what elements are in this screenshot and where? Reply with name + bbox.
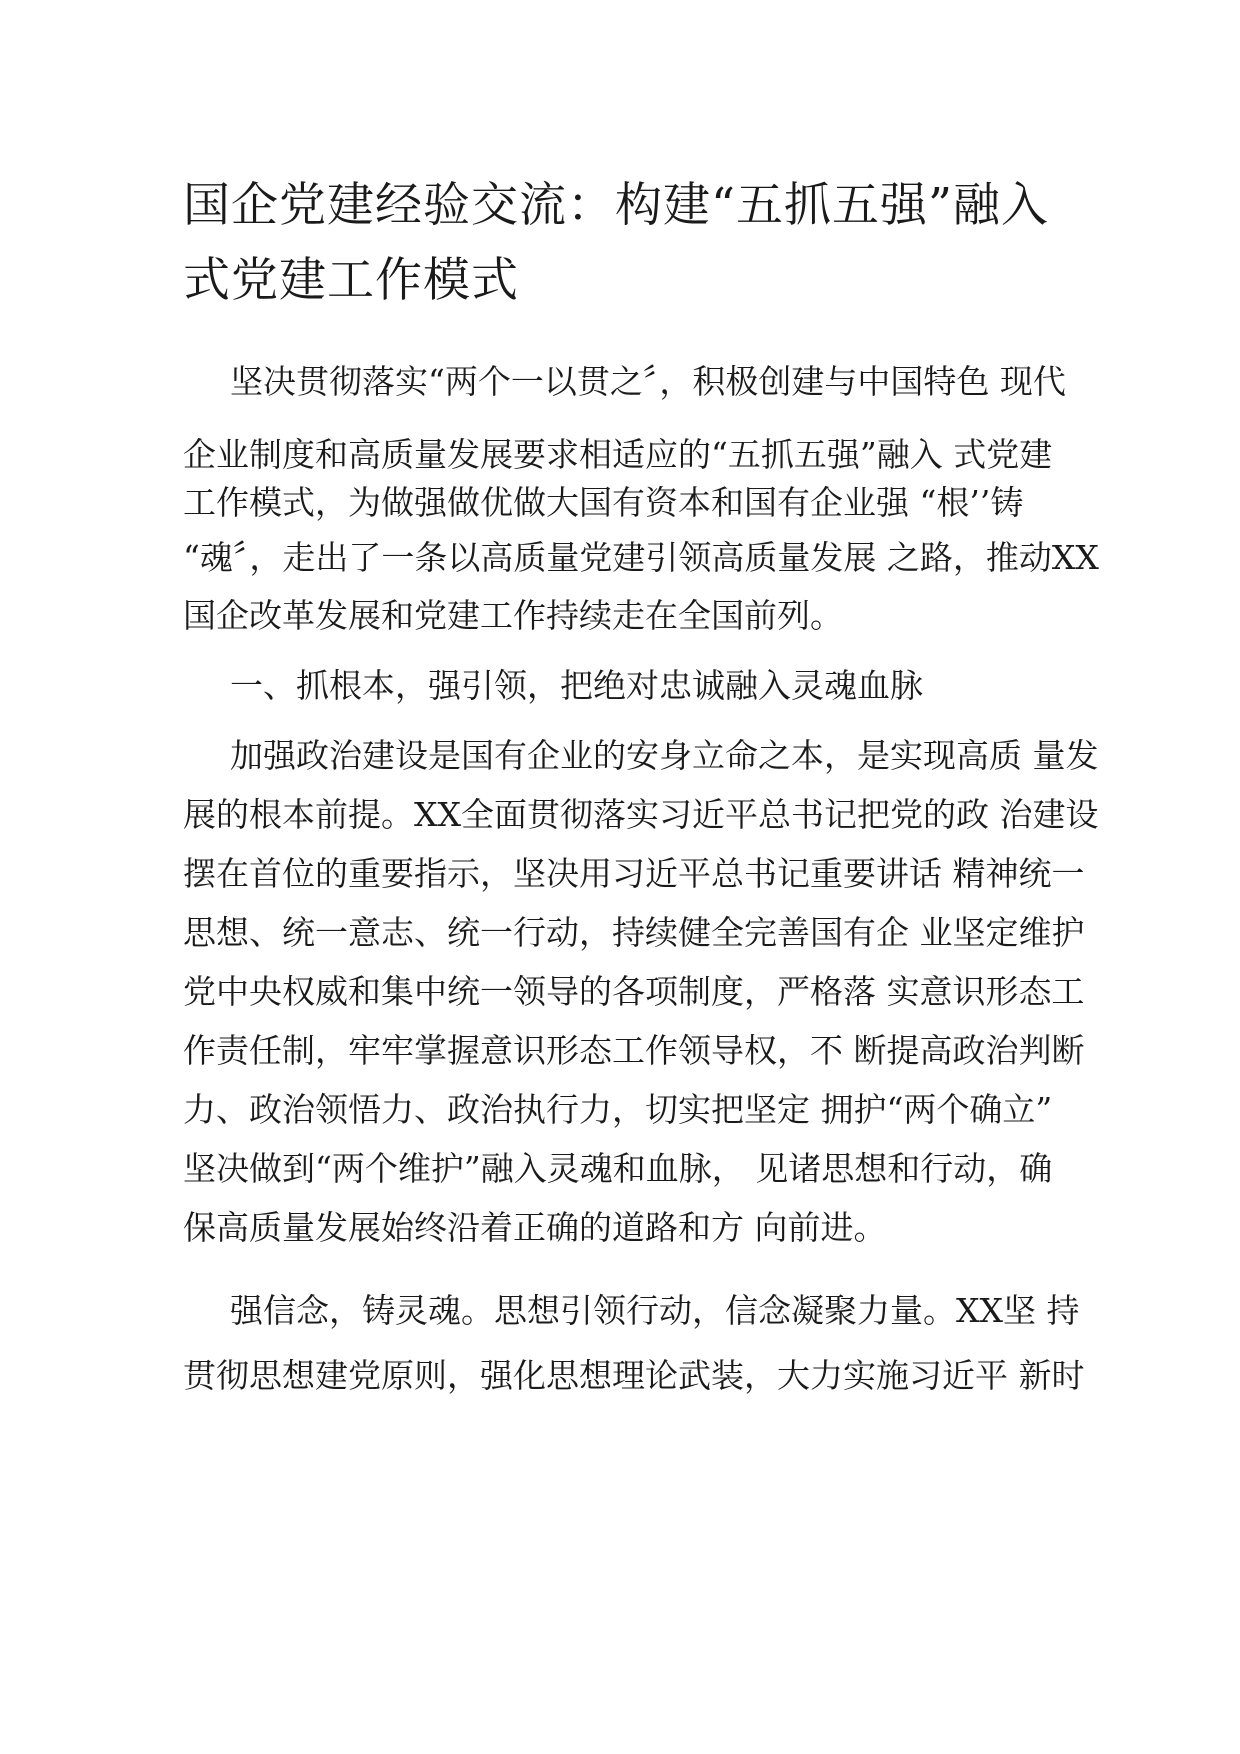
paragraph-1-line: 坚决贯彻落实“两个一以贯之〞，积极创建与中国特色 现代 — [230, 362, 1066, 401]
title-line: 国企党建经验交流：构建“五抓五强”融入 — [183, 178, 1050, 233]
paragraph-3-line: 贯彻思想建党原则，强化思想理论武装，大力实施习近平 新时 — [183, 1356, 1085, 1395]
paragraph-2-line: 作责任制，牢牢掌握意识形态工作领导权，不 断提高政治判断 — [183, 1031, 1085, 1070]
paragraph-2-line: 加强政治建设是国有企业的安身立命之本，是实现高质 量发 — [230, 736, 1099, 775]
document-title — [183, 168, 1083, 318]
section-heading: 一、抓根本，强引领，把绝对忠诚融入灵魂血脉 — [230, 666, 923, 705]
paragraph-2-line: 保高质量发展始终沿着正确的道路和方 向前进。 — [183, 1208, 887, 1247]
paragraph-1-line: 国企改革发展和党建工作持续走在全国前列。 — [183, 596, 843, 635]
paragraph-3-line: 强信念，铸灵魂。思想引领行动，信念凝聚力量。XX坚 持 — [230, 1291, 1080, 1330]
paragraph-2-line: 坚决做到“两个维护”融入灵魂和血脉， 见诸思想和行动，确 — [183, 1149, 1053, 1188]
paragraph-2-line: 思想、统一意志、统一行动，持续健全完善国有企 业坚定维护 — [183, 913, 1085, 952]
paragraph-2-line: 展的根本前提。XX全面贯彻落实习近平总书记把党的政 治建设 — [183, 795, 1099, 834]
paragraph-1-line: “魂〞，走出了一条以高质量党建引领高质量发展 之路，推动XX — [183, 538, 1099, 577]
paragraph-2-line: 摆在首位的重要指示，坚决用习近平总书记重要讲话 精神统一 — [183, 854, 1085, 893]
title-line: 式党建工作模式 — [183, 253, 519, 308]
paragraph-2-line: 党中央权威和集中统一领导的各项制度，严格落 实意识形态工 — [183, 972, 1085, 1011]
paragraph-1-line: 工作模式，为做强做优做大国有资本和国有企业强 “根’’铸 — [183, 483, 1024, 522]
paragraph-2-line: 力、政治领悟力、政治执行力，切实把坚定 拥护“两个确立” — [183, 1090, 1053, 1129]
paragraph-1-line: 企业制度和高质量发展要求相适应的“五抓五强”融入 式党建 — [183, 435, 1053, 474]
